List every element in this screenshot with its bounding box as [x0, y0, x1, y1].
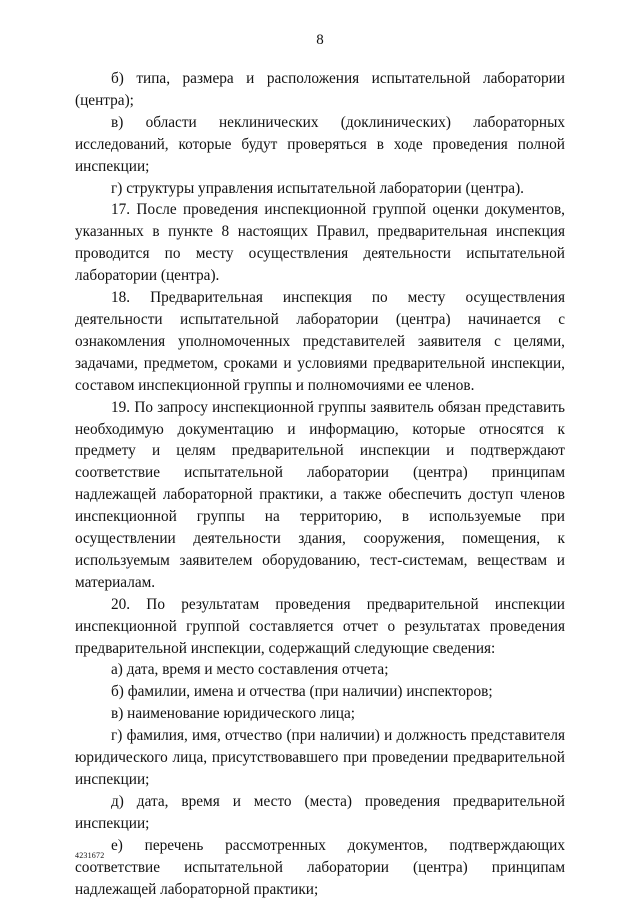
paragraph-item-v-research-areas: в) области неклинических (доклинических) лабораторных исследований, которые будут проверяться в ходе проведения полной инспекции; [75, 113, 565, 175]
paragraph-19: 19. По запросу инспекционной группы заявитель обязан представить необходимую документацию и информацию, которые относятся к предмету и целям предварительной инспекции и подтверждают соответствие испытательной лаборатории (центра) принципам надлежащей лабораторной практики, а также обеспечить доступ членов инспекционной группы на территорию, в используемые при осуществлении деятельности здания, сооружения, помещения, к используемым заявителем оборудованию, тест-системам, веществам и материалам. [75, 398, 565, 591]
paragraph-20: 20. По результатам проведения предварительной инспекции инспекционной группой составляется отчет о результатах проведения предварительной инспекции, содержащий следующие сведения: [75, 595, 565, 657]
paragraph-17: 17. После проведения инспекционной группой оценки документов, указанных в пункте 8 настоящих Правил, предварительная инспекция проводится по месту осуществления деятельности испытательной лаборатории (центра). [75, 201, 565, 285]
paragraph-item-g-management-structure: г) структуры управления испытательной лаборатории (центра). [111, 179, 525, 197]
document-body [75, 68, 565, 900]
report-item-a: а) дата, время и место составления отчета; [111, 661, 389, 679]
report-item-g: г) фамилия, имя, отчество (при наличии) и должность представителя юридического лица, присутствовавшего при проведении предварительной инспекции; [75, 727, 565, 788]
report-item-e: е) перечень рассмотренных документов, подтверждающих соответствие испытательной лаборатории (центра) принципам надлежащей лабораторной практики; [75, 836, 565, 898]
paragraph-item-b-lab-type: б) типа, размера и расположения испытательной лаборатории (центра); [75, 70, 565, 109]
paragraph-18: 18. Предварительная инспекция по месту осуществления деятельности испытательной лаборатории (центра) начинается с ознакомления уполномоченных представителей заявителя с целями, задачами, предметом, сроками и условиями предварительной инспекции, составом инспекционной группы и полномочиями ее членов. [75, 289, 565, 394]
document-code: 4231672 [75, 851, 105, 860]
report-item-d: д) дата, время и место (места) проведения предварительной инспекции; [75, 792, 565, 832]
page-number: 8 [316, 32, 324, 48]
report-item-b: б) фамилии, имена и отчества (при наличии) инспекторов; [111, 683, 493, 701]
report-item-v: в) наименование юридического лица; [111, 705, 356, 723]
